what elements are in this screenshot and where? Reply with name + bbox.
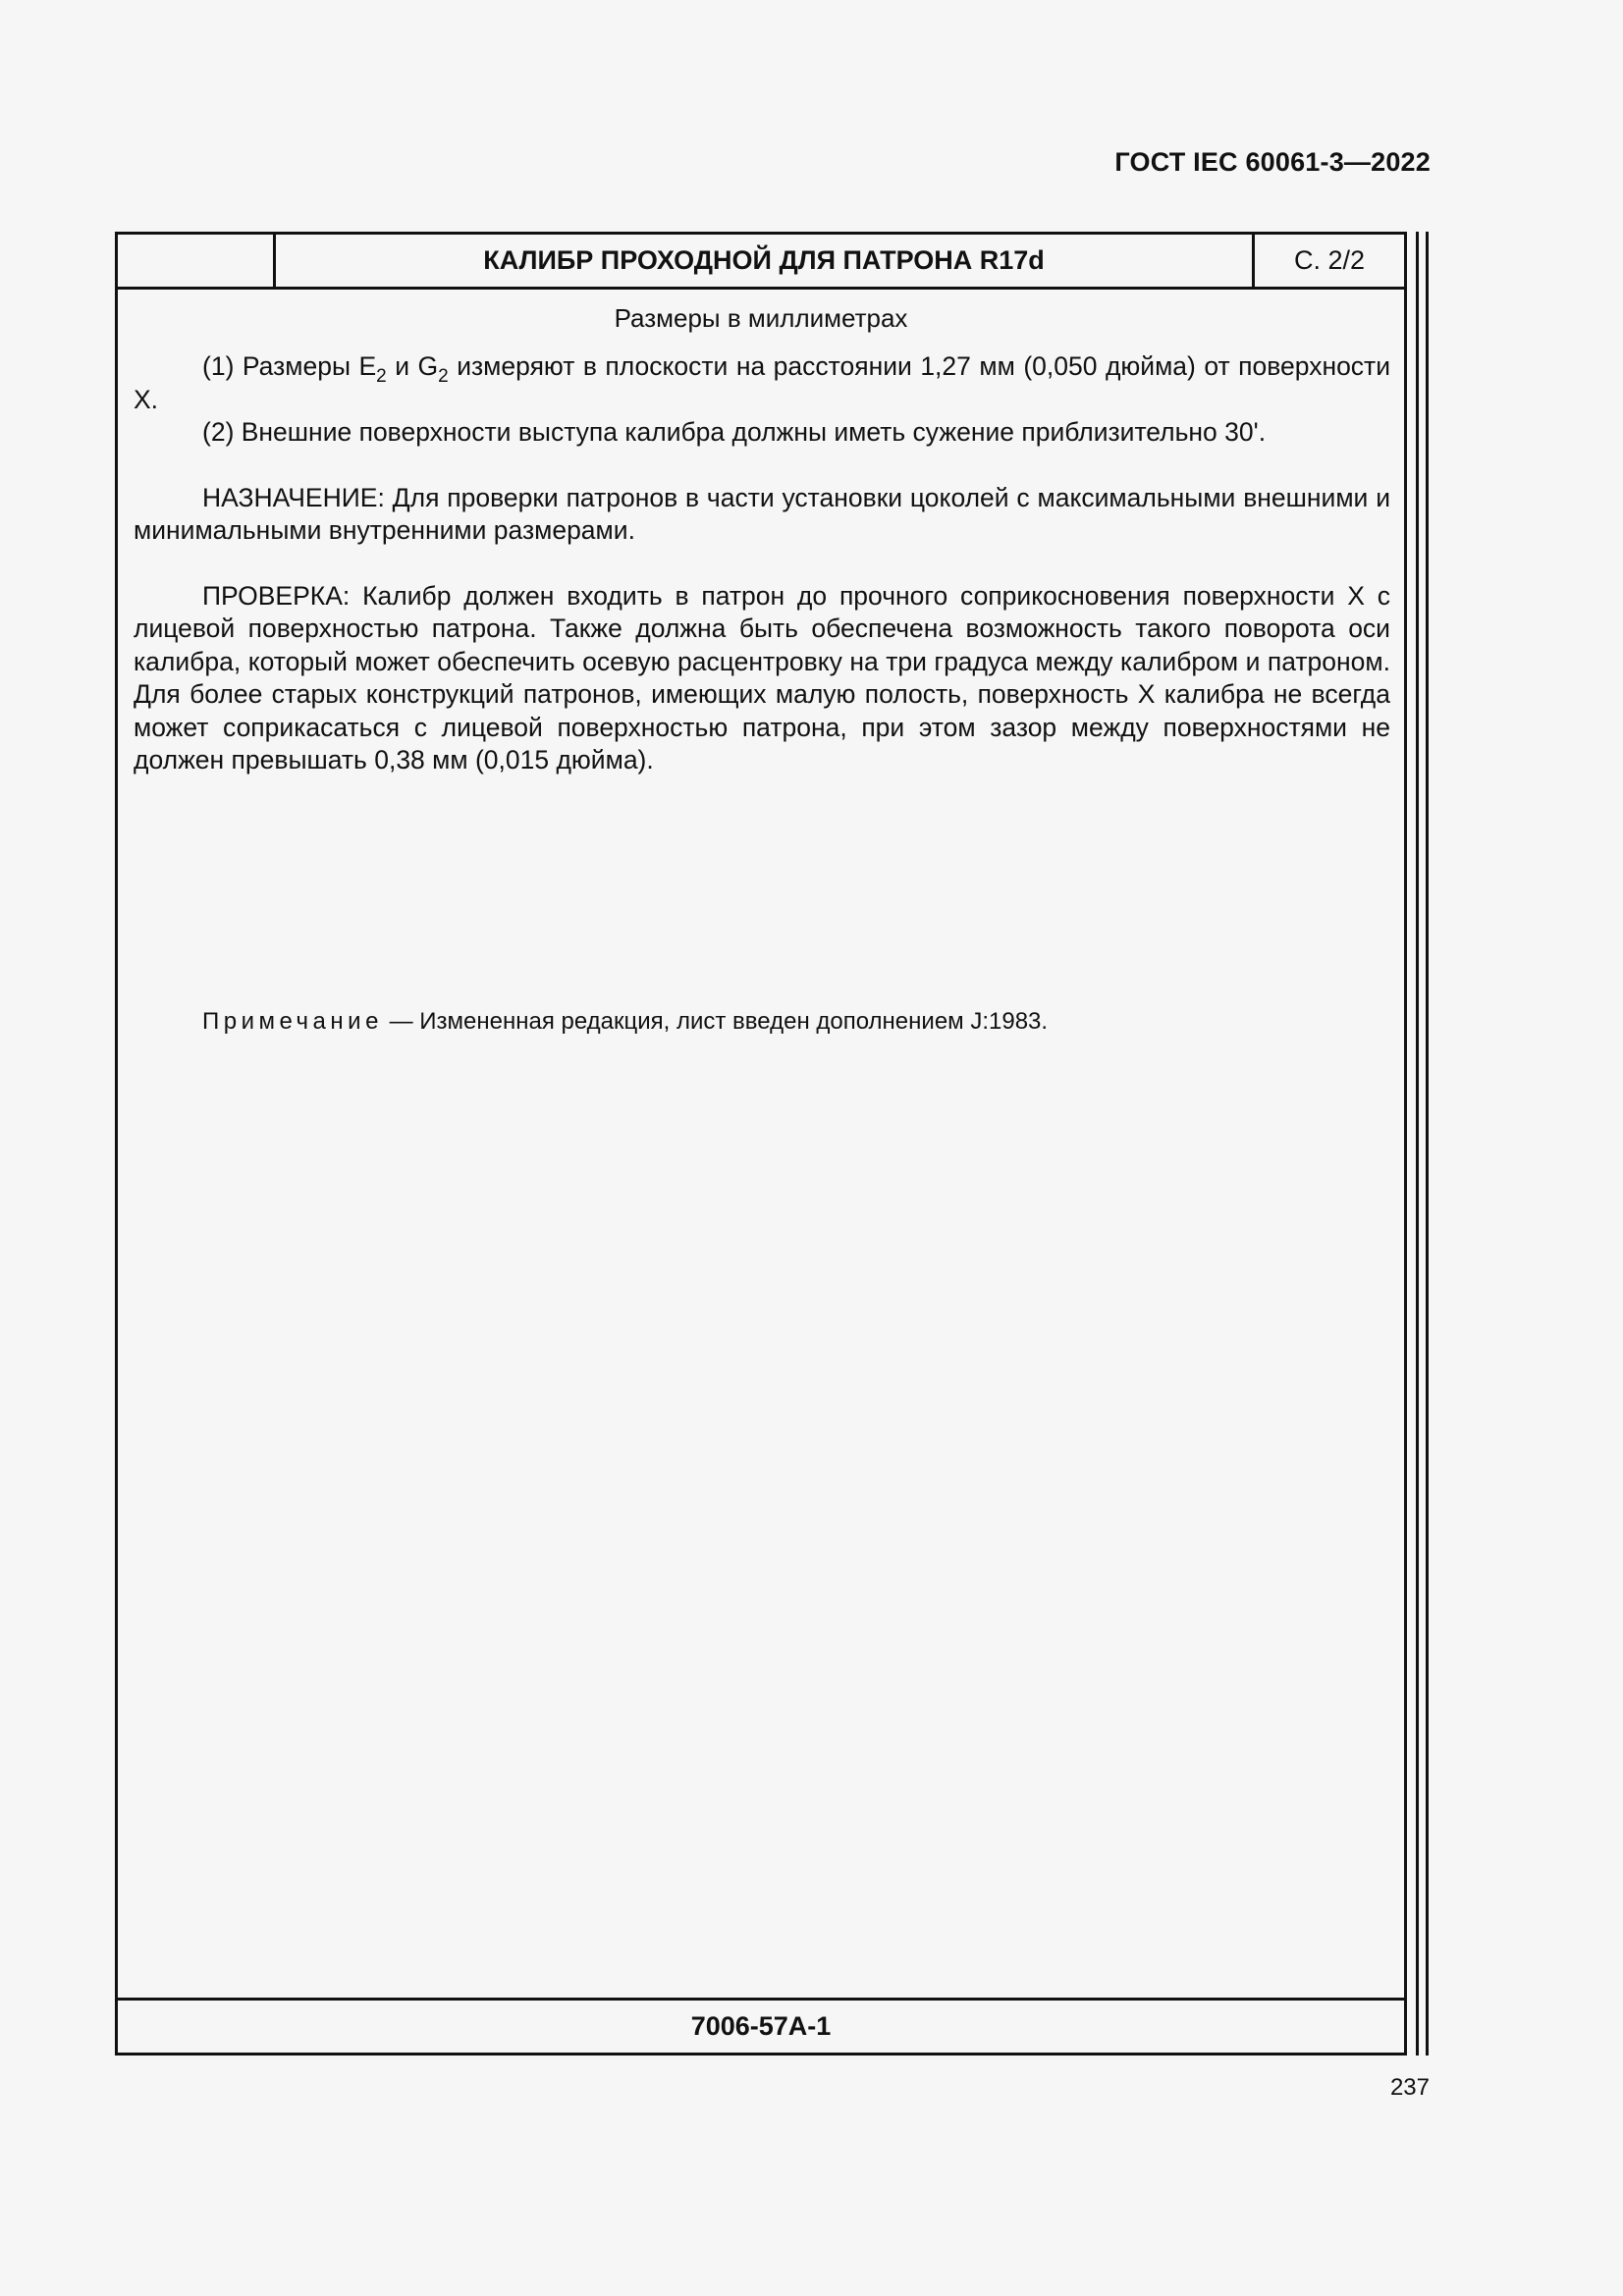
- sheet-frame: [115, 232, 1407, 2056]
- check-paragraph: ПРОВЕРКА: Калибр должен входить в патрон до прочного соприкосновения поверхности X с лицевой поверхностью патрона. Также должна быть обеспечена возможность такого поворота оси калибра, который может обеспечить осевую расцентровку на три градуса между калибром и патроном. Для более старых конструкций патронов, имеющих малую полость, поверхность X калибра не всегда может соприкасаться с лицевой поверхностью патрона, при этом зазор между поверхностями не должен превышать 0,38 мм (0,015 дюйма).: [134, 580, 1390, 774]
- units-note: Размеры в миллиметрах: [614, 303, 908, 333]
- sheet-body: [134, 350, 1390, 777]
- item1-tail: измеряют в плоскости на расстоянии 1,27 мм (0,050 дюйма) от поверхности X.: [134, 351, 1391, 414]
- header-empty-cell: [118, 235, 276, 287]
- page-number: 237: [1389, 2074, 1430, 2101]
- item1-mid: и G: [386, 351, 439, 381]
- standard-designation: ГОСТ IEC 60061-3—2022: [1114, 147, 1431, 177]
- remark-label: Примечание: [202, 1008, 383, 1035]
- purpose-paragraph: НАЗНАЧЕНИЕ: Для проверки патронов в части установки цоколей с максимальными внешними и минимальными внутренними размерами.: [134, 482, 1390, 545]
- item1-subscript-e: 2: [376, 366, 387, 387]
- sheet-header-row: [118, 235, 1404, 290]
- frame-edge-line: [1416, 232, 1419, 2056]
- sheet-code: 7006-57A-1: [118, 1998, 1404, 2053]
- sheet-page-indicator: С. 2/2: [1252, 235, 1404, 287]
- note-item-1: [134, 350, 1390, 416]
- item1-subscript-g: 2: [438, 366, 449, 387]
- note-item-2: (2) Внешние поверхности выступа калибра должны иметь сужение приблизительно 30'.: [202, 417, 1267, 447]
- remark: [202, 1008, 1048, 1036]
- frame-edge-line: [1426, 232, 1429, 2056]
- sheet-title: КАЛИБР ПРОХОДНОЙ ДЛЯ ПАТРОНА R17d: [483, 245, 1045, 275]
- remark-text: — Измененная редакция, лист введен дополнением J:1983.: [382, 1008, 1049, 1035]
- item1-lead: (1) Размеры E: [202, 351, 377, 381]
